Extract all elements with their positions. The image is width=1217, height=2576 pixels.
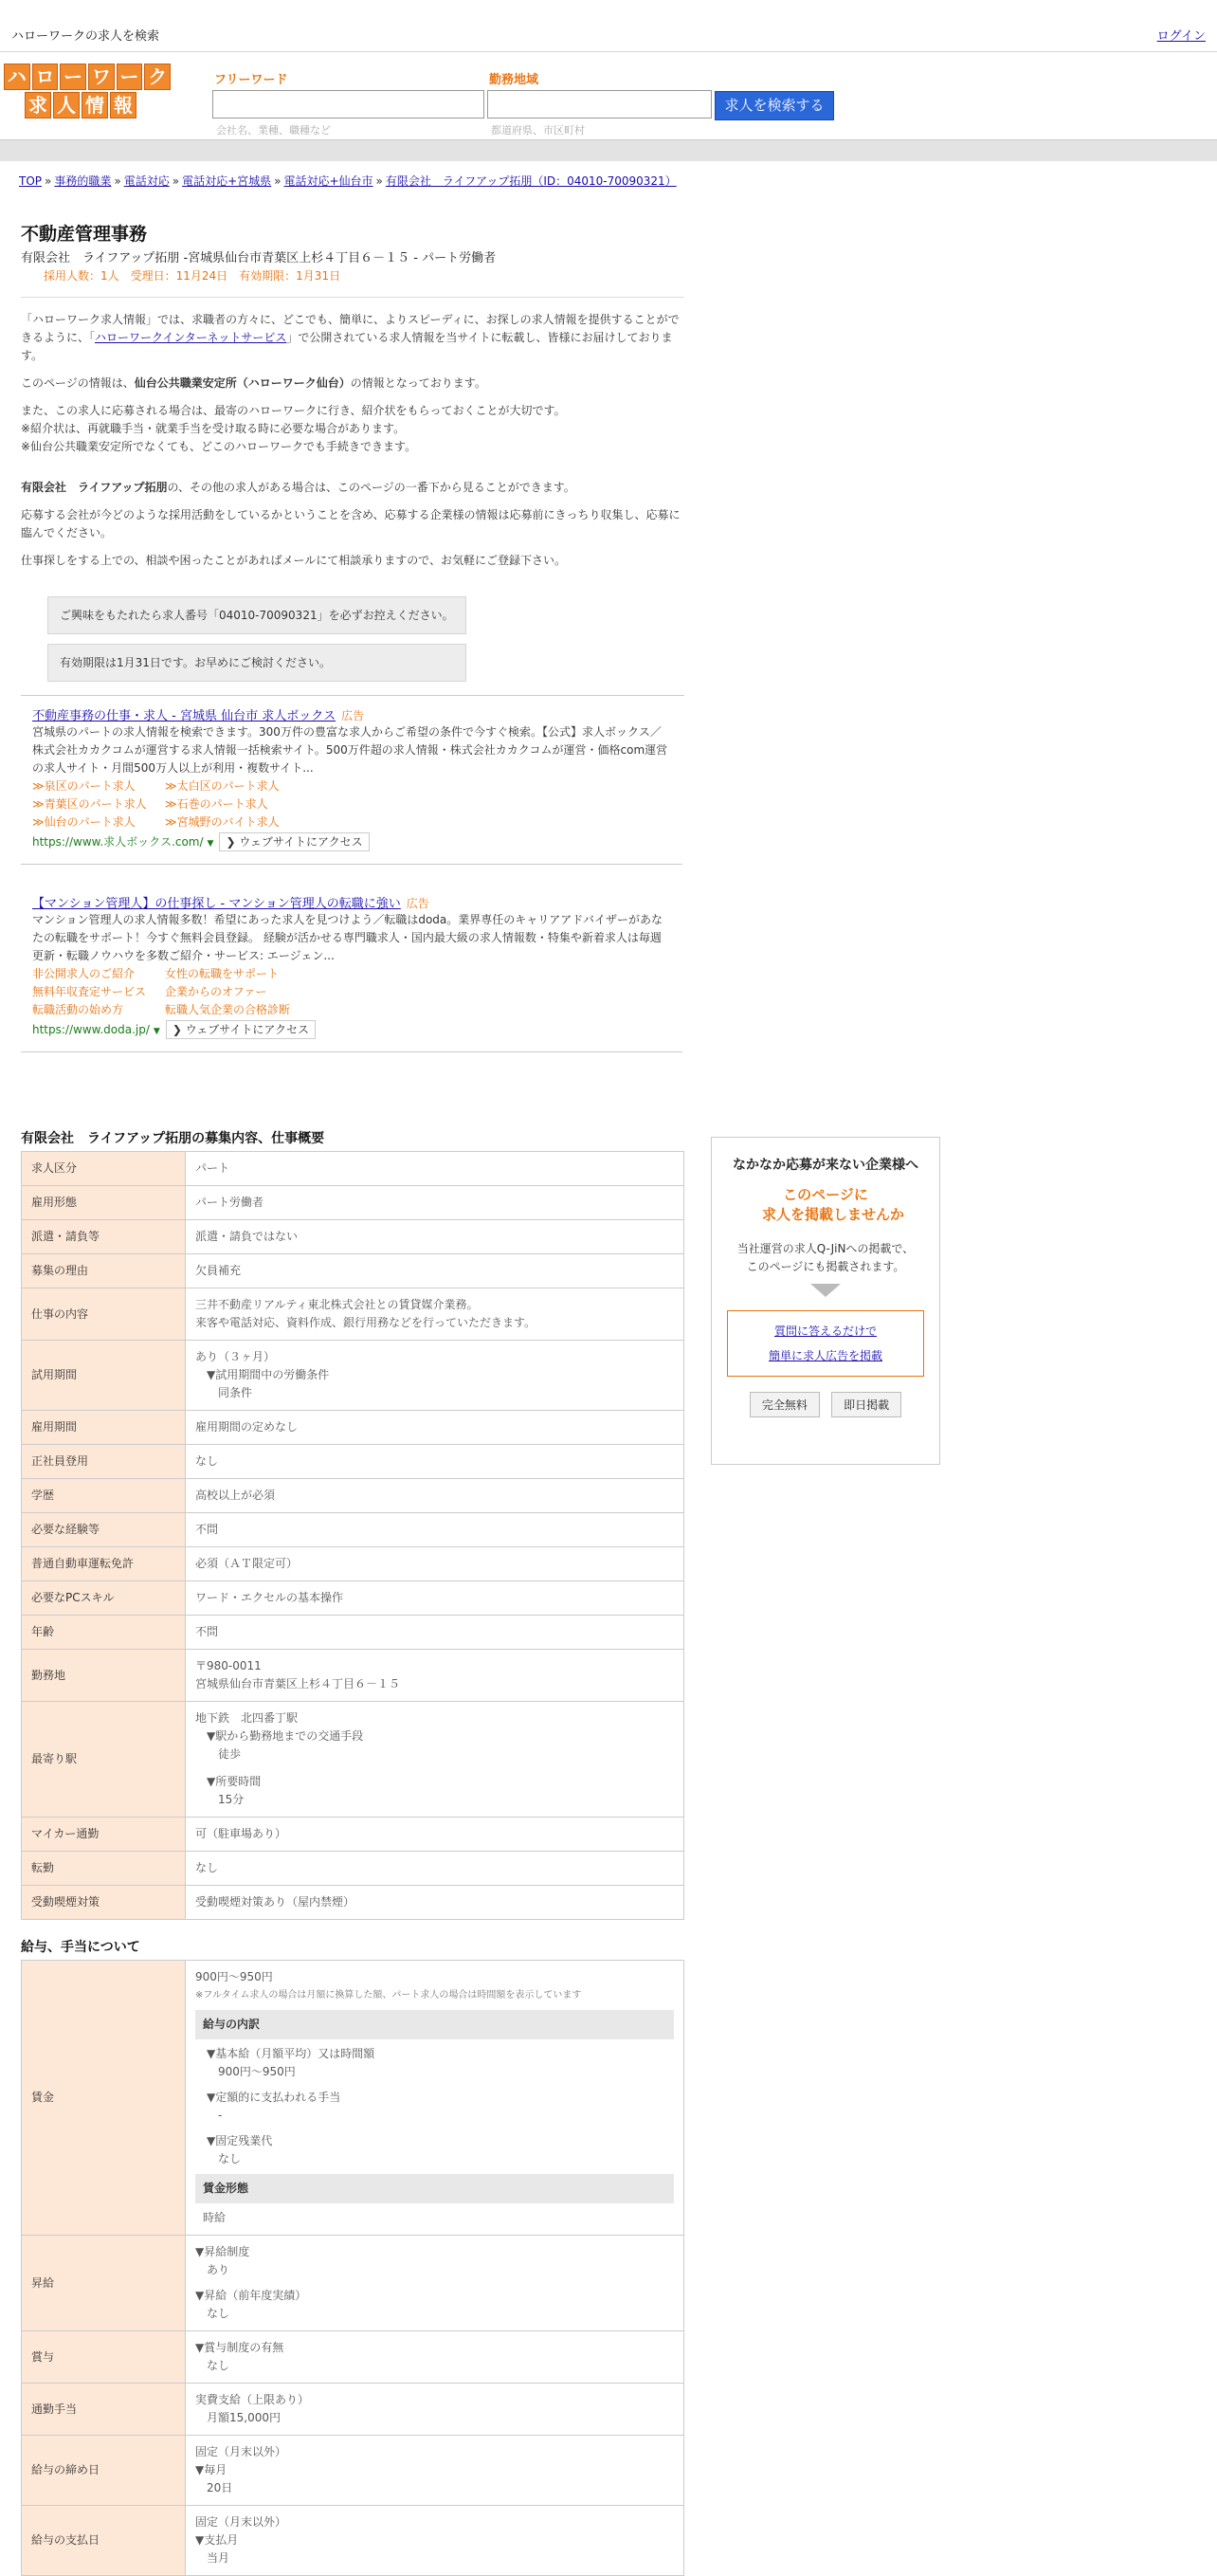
logo-char: 人 [53,92,80,119]
table-row [22,1581,684,1616]
intro-text: の情報となっております。 [350,376,486,390]
ad-title-link[interactable]: 【マンション管理人】の仕事探し - マンション管理人の転職に強い [32,897,401,911]
value-line: なし [195,1454,219,1468]
row-value [186,2236,684,2331]
promo-desc-line: 当社運営の求人Q-JiNへの掲載で、 [736,1242,915,1255]
value-line: 徒歩 [195,1747,242,1761]
breakdown-item: ▼基本給（月額平均）又は時間額 [207,2047,375,2060]
row-label: 昇給 [22,2236,186,2331]
value-line: あり（３ヶ月） [195,1350,276,1363]
logo-char: ハ [4,64,30,90]
row-value [186,1152,684,1186]
ad-sitelink[interactable]: 転職人気企業の合格診断 [165,1003,291,1016]
dropdown-arrow-icon[interactable]: ▼ [153,1027,160,1036]
table-row [22,1886,684,1920]
value-line: 15分 [195,1793,245,1806]
ad-sitelink[interactable]: ≫石巻のパート求人 [165,797,268,811]
ad-sitelink[interactable]: ≫泉区のパート求人 [32,779,136,793]
wage-form-value: 時給 [203,2211,227,2224]
row-label: マイカー通勤 [22,1818,186,1852]
ad-sitelink[interactable]: ≫青葉区のパート求人 [32,797,147,811]
commute-amount: 月額15,000円 [207,2411,281,2424]
table-row [22,1288,684,1341]
close-item: ▼毎月 [195,2463,227,2476]
overview-table [21,1151,684,1920]
intro-text: また、この求人に応募される場合は、最寄のハローワークに行き、紹介状をもらっておくことが大切です。 [21,404,566,417]
ad-label: 広告 [406,897,429,910]
table-row [22,1186,684,1220]
ad-sitelink[interactable]: 企業からのオファー [165,985,267,998]
row-label: 通勤手当 [22,2384,186,2436]
row-value [186,1581,684,1616]
table-row [22,2384,684,2436]
search-button[interactable]: 求人を検索する [715,91,834,120]
row-label: 募集の理由 [22,1254,186,1288]
freeword-input[interactable] [212,90,484,119]
row-value [186,1445,684,1479]
table-row [22,1220,684,1254]
breakdown-value: なし [218,2152,242,2165]
row-value [186,1650,684,1702]
breakdown-item: ▼定額的に支払われる手当 [207,2091,341,2104]
value-line: 宮城県仙台市青葉区上杉４丁目６－１５ [195,1677,401,1690]
bonus-item: ▼賞与制度の有無 [195,2341,284,2354]
row-value [186,2331,684,2384]
intro-paragraph-4 [21,479,684,497]
intro-paragraph-2 [21,375,684,393]
promo-line: このページに [783,1186,868,1203]
freeword-hint: 会社名、業種、職種など [216,124,331,137]
raise-item: ▼昇給制度 [195,2245,250,2258]
row-label: 普通自動車運転免許 [22,1547,186,1581]
value-line: 受動喫煙対策あり（屋内禁煙） [195,1895,355,1909]
breadcrumb-link[interactable]: 有限会社 ライフアップ拓朋（ID：04010-70090321） [385,174,677,188]
row-value [186,1513,684,1547]
value-line: ワード・エクセルの基本操作 [195,1591,344,1604]
table-row [22,1341,684,1411]
row-value [186,1479,684,1513]
company-name: 有限会社 ライフアップ拓朋 [21,481,168,494]
row-value [186,1886,684,1920]
table-row [22,1152,684,1186]
value-line: ▼所要時間 [195,1775,262,1788]
row-label: 給与の締め日 [22,2436,186,2506]
main-content [21,220,684,2576]
intro-text: 「ハローワーク求人情報」では、求職者の方々に、どこでも、簡単に、よりスピーディに、お探しの求人情報を提供することができるように、「 [21,313,680,344]
table-row [22,1818,684,1852]
same-day-badge[interactable]: 即日掲載 [831,1392,901,1417]
search-header [0,52,1217,137]
row-label: 求人区分 [22,1152,186,1186]
visit-website-button[interactable]: ❯ ウェブサイトにアクセス [166,1020,316,1039]
logo-char: ロ [32,64,59,90]
row-label: 賃金 [22,1961,186,2236]
logo-char: 情 [82,92,108,119]
row-value [186,1254,684,1288]
login-link[interactable]: ログイン [1156,29,1206,44]
value-line: ▼駅から勤務地までの交通手段 [195,1729,364,1743]
top-bar [0,0,1217,52]
breadcrumb [19,173,677,189]
row-label: 年齢 [22,1616,186,1650]
ad-sitelink[interactable]: 女性の転職をサポート [165,967,280,980]
pay-value: 固定（月末以外） [195,2515,287,2529]
table-row [22,1702,684,1818]
overview-title: 有限会社 ライフアップ拓朋の募集内容、仕事概要 [21,1131,325,1146]
ad-description: 宮城県のパートの求人情報を検索できます。300万件の豊富な求人からご希望の条件で今すぐ検索。【公式】求人ボックス／株式会社カカクコムが運営する求人情報一括検索サイト。500万件超の求人情報・株式会社カカクコムが運営・価格com運営の求人サイト・月間500万人以上が利用・複数サイト... [32,725,668,775]
ad-sitelink[interactable]: ≫宮城野のバイト求人 [165,815,280,829]
table-row [22,1479,684,1513]
ad-sitelink[interactable]: ≫仙台のパート求人 [32,815,136,829]
ad-label: 広告 [341,709,365,722]
company-line: 有限会社 ライフアップ拓朋 -宮城県仙台市青葉区上杉４丁目６－１５ - パート労働者 [21,251,497,265]
notice-job-number: ご興味をもたれたら求人番号「04010-70090321」を必ずお控えください。 [47,596,466,634]
promo-link-frame [727,1310,924,1377]
area-input[interactable] [487,90,712,119]
area-hint: 都道府県、市区町村 [491,124,585,137]
value-line: 雇用期間の定めなし [195,1420,299,1434]
raise-item: ▼昇給（前年度実績） [195,2289,307,2302]
salary-table [21,1960,684,2576]
row-value [186,1852,684,1886]
ad-sitelink[interactable]: ≫太白区のパート求人 [165,779,280,793]
intro-text: ※紹介状は、再就職手当・就業手当を受け取る時に必要な場合があります。 [21,422,406,435]
breadcrumb-link[interactable]: TOP [19,174,43,188]
down-arrow-icon [810,1284,841,1297]
value-line: 地下鉄 北四番丁駅 [195,1711,299,1725]
intro-paragraph-1 [21,311,684,365]
row-value [186,1288,684,1341]
row-label: 必要な経験等 [22,1513,186,1547]
intro-paragraph-3 [21,402,684,456]
table-row [22,2331,684,2384]
row-value [186,1220,684,1254]
area-label: 勤務地域 [489,73,539,87]
promo-description [712,1240,939,1276]
breadcrumb-separator: » [274,174,282,188]
dropdown-arrow-icon[interactable]: ▼ [207,839,214,849]
value-line: なし [195,1861,219,1874]
ad-sitelink[interactable]: 無料年収査定サービス [32,985,147,998]
row-label: 雇用期間 [22,1411,186,1445]
close-value: 固定（月末以外） [195,2445,287,2458]
row-label: 勤務地 [22,1650,186,1702]
intro-text: このページの情報は、 [21,376,135,390]
row-label: 学歴 [22,1479,186,1513]
table-row [22,1852,684,1886]
promo-sidebox [711,1137,940,1465]
wage-form-heading: 賃金形態 [195,2174,674,2203]
table-row [22,1445,684,1479]
table-row [22,1547,684,1581]
gray-divider-bar [0,139,1217,161]
row-label: 最寄り駅 [22,1702,186,1818]
ad-url[interactable]: https://www.求人ボックス.com/ [32,835,204,849]
row-value [186,1818,684,1852]
logo-char: 報 [110,92,136,119]
table-row [22,2436,684,2506]
row-label: 受動喫煙対策 [22,1886,186,1920]
value-line: パート [195,1161,230,1175]
value-line: 派遣・請負ではない [195,1230,299,1243]
value-line: 同条件 [195,1386,253,1399]
promo-badges [712,1392,939,1417]
promo-link-post-ad[interactable]: 簡単に求人広告を掲載 [768,1349,882,1362]
row-value [186,2506,684,2576]
breakdown-item: ▼固定残業代 [207,2134,273,2147]
breadcrumb-link[interactable]: 電話対応+宮城県 [182,174,272,188]
promo-catchphrase [712,1185,939,1225]
value-line: 不問 [195,1523,219,1536]
notice-expiry: 有効期限は1月31日です。お早めにご検討ください。 [47,644,466,682]
raise-value: あり [207,2263,230,2276]
ad-sitelink[interactable]: 転職活動の始め方 [32,1003,124,1016]
promo-heading: なかなか応募が来ない企業様へ [733,1158,918,1173]
intro-text: 」で公開されている求人情報を当サイトに転載し、皆様にお届けしております。 [21,331,673,362]
row-label: 転勤 [22,1852,186,1886]
table-row [22,1961,684,2236]
row-value [186,2436,684,2506]
breadcrumb-separator: » [172,174,180,188]
row-label: 給与の支払日 [22,2506,186,2576]
row-label: 仕事の内容 [22,1288,186,1341]
breadcrumb-separator: » [114,174,121,188]
row-label: 必要なPCスキル [22,1581,186,1616]
table-row [22,2506,684,2576]
free-badge[interactable]: 完全無料 [750,1392,820,1417]
logo-char: ー [60,64,86,90]
row-label: 派遣・請負等 [22,1220,186,1254]
ad-title-link[interactable]: 不動産事務の仕事・求人 - 宮城県 仙台市 求人ボックス [32,709,336,723]
table-row [22,1513,684,1547]
raise-value: なし [207,2307,230,2320]
pay-item: ▼支払月 [195,2533,239,2547]
logo-char: 求 [25,92,51,119]
visit-website-button[interactable]: ❯ ウェブサイトにアクセス [219,832,369,851]
intro-text: ※仙台公共職業安定所でなくても、どこのハローワークでも手続きできます。 [21,440,417,453]
table-row [22,2236,684,2331]
table-row [22,1411,684,1445]
pay-month: 当月 [207,2551,230,2565]
commute-value: 実費支給（上限あり） [195,2393,310,2406]
divider [21,297,684,298]
ad-sitelinks [32,965,671,1019]
row-value [186,1186,684,1220]
bonus-value: なし [207,2359,230,2372]
breadcrumb-link[interactable]: 電話対応 [123,174,170,188]
logo-char: ク [144,64,171,90]
promo-desc-line: このページにも掲載されます。 [746,1260,905,1273]
hellowork-logo[interactable] [4,64,171,117]
ad-url[interactable]: https://www.doda.jp/ [32,1023,150,1036]
value-line: 来客や電話対応、資料作成、銀行用務などを行っていただきます。 [195,1316,536,1329]
site-title: ハローワークの求人を検索 [11,29,160,44]
row-value [186,1547,684,1581]
wage-note: ※フルタイム求人の場合は月額に換算した額、パート求人の場合は時間額を表示しています [195,1990,582,2001]
row-value [186,1411,684,1445]
freeword-label: フリーワード [214,73,288,87]
row-label: 正社員登用 [22,1445,186,1479]
value-line: 必須（ＡＴ限定可） [195,1557,299,1570]
hellowork-internet-link[interactable]: ハローワークインターネットサービス [95,331,287,344]
salary-title: 給与、手当について [21,1940,140,1955]
value-line: 不問 [195,1625,219,1638]
row-value [186,2384,684,2436]
sponsored-ad [21,696,682,865]
ad-description: マンション管理人の求人情報多数！希望にあった求人を見つけよう／転職はdoda。業界専任のキャリアアドバイザーがあなたの転職をサポート！今すぐ無料会員登録。 経験が活かせる専門職求人・国内最大級の求人情報数・特集や新着求人は毎週更新・転職ノウハウを多数ご紹介・サービス: エージェン... [32,913,663,962]
value-line: 高校以上が必須 [195,1489,276,1502]
intro-paragraph-5: 応募する会社が今どのような採用活動をしているかということを含め、応募する企業様の情報は応募前にきっちり収集し、応募に臨んでください。 [21,508,681,539]
value-line [195,1763,674,1773]
wage-value: 900円〜950円 [195,1970,273,1983]
ad-sitelink[interactable]: 非公開求人のご紹介 [32,967,136,980]
table-row [22,1254,684,1288]
ads-block [21,695,684,1071]
row-label: 賞与 [22,2331,186,2384]
value-line: 三井不動産リアルティ東北株式会社との賃貸媒介業務。 [195,1298,479,1311]
value-line: 可（駐車場あり） [195,1827,287,1840]
breakdown-value: 900円〜950円 [218,2065,296,2078]
breakdown-heading: 給与の内訳 [195,2010,674,2039]
row-label: 雇用形態 [22,1186,186,1220]
value-line: ▼試用期間中の労働条件 [195,1368,330,1381]
breadcrumb-link[interactable]: 電話対応+仙台市 [283,174,373,188]
table-row [22,1616,684,1650]
breadcrumb-separator: » [45,174,52,188]
job-meta: 採用人数：1人 受理日：11月24日 有効期限：1月31日 [44,269,341,283]
value-line: 〒980-0011 [195,1659,262,1672]
sponsored-ad [21,884,682,1052]
breakdown-value: - [218,2109,223,2122]
breadcrumb-link[interactable]: 事務的職業 [54,174,112,188]
row-label: 試用期間 [22,1341,186,1411]
logo-char: ワ [88,64,115,90]
value-line: パート労働者 [195,1196,264,1209]
intro-paragraph-6: 仕事探しをする上での、相談や困ったことがあればメールにて相談承りますので、お気軽にご登録下さい。 [21,554,567,567]
row-value [186,1341,684,1411]
logo-char: ー [117,64,143,90]
row-value [186,1702,684,1818]
intro-text: の、その他の求人がある場合は、このページの一番下から見ることができます。 [167,481,575,494]
value-line: 欠員補充 [195,1264,242,1277]
office-name: 仙台公共職業安定所（ハローワーク仙台） [134,376,351,390]
promo-link-question[interactable]: 質問に答えるだけで [773,1325,877,1338]
table-row [22,1650,684,1702]
wage-cell [186,1961,684,2236]
breadcrumb-separator: » [375,174,383,188]
row-value [186,1616,684,1650]
ad-sitelinks [32,777,671,831]
job-title: 不動産管理事務 [21,224,148,245]
promo-line: 求人を掲載しませんか [761,1206,904,1223]
close-day: 20日 [207,2481,233,2494]
